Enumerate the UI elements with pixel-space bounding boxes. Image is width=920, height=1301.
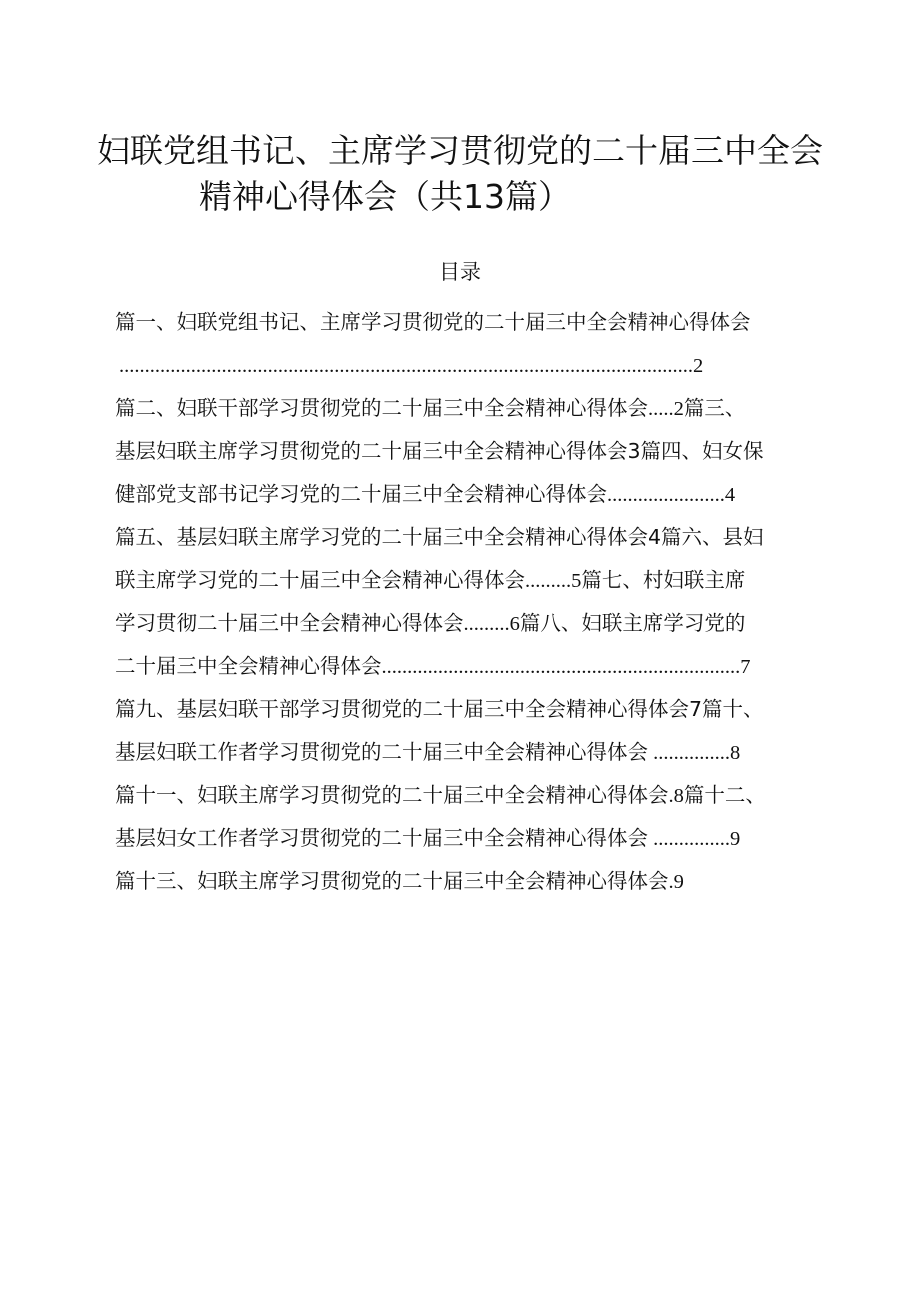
toc-line[interactable] (115, 473, 835, 516)
toc-line-text: 篇九、基层妇联干部学习贯彻党的二十届三中全会精神心得体会7篇十、 (115, 697, 764, 721)
toc-line[interactable] (115, 344, 835, 387)
toc-page-number: 4 (724, 484, 736, 506)
toc-line-text: 二十届三中全会精神心得体会 (115, 654, 382, 678)
toc-leader-dots: ..... (648, 398, 674, 420)
toc-page-number: 8篇十二、 (673, 785, 766, 807)
toc-line[interactable] (115, 516, 835, 559)
toc-page-number: 7 (740, 656, 751, 678)
toc-line-text: 篇二、妇联干部学习贯彻党的二十届三中全会精神心得体会 (115, 396, 648, 420)
toc-leader-dots: ......... (525, 570, 572, 592)
toc-leader-dots: ................................................................................................................ (119, 355, 693, 377)
toc-line[interactable] (115, 387, 835, 430)
toc-page-number: 9 (730, 828, 741, 850)
toc-line-text: 篇五、基层妇联主席学习党的二十届三中全会精神心得体会4篇六、县妇 (115, 525, 764, 549)
toc-line-text: 基层妇联工作者学习贯彻党的二十届三中全会精神心得体会 (115, 740, 648, 764)
toc-line[interactable] (115, 301, 835, 344)
toc-leader-dots: . (668, 871, 674, 893)
toc-leader-dots: ...................................................................... (381, 656, 741, 678)
toc-leader-dots: ............... (648, 742, 730, 764)
toc-line[interactable] (115, 430, 835, 473)
toc-line[interactable] (115, 645, 835, 688)
toc-line-text: 基层妇联主席学习贯彻党的二十届三中全会精神心得体会3篇四、妇女保 (115, 439, 764, 463)
toc-leader-dots: ............... (648, 828, 730, 850)
toc-line[interactable] (115, 817, 835, 860)
toc-line[interactable] (115, 688, 835, 731)
toc-page-number: 9 (673, 871, 684, 893)
title-line-2: 精神心得体会（共13篇） (199, 177, 571, 216)
document-title (0, 128, 920, 220)
toc-line-text: 学习贯彻二十届三中全会精神心得体会 (115, 611, 464, 635)
toc-page-number: 2篇三、 (673, 398, 746, 420)
toc-heading: 目录 (439, 260, 481, 284)
table-of-contents (115, 301, 835, 903)
toc-page-number: 8 (730, 742, 741, 764)
toc-leader-dots: ......... (463, 613, 510, 635)
title-line-1: 妇联党组书记、主席学习贯彻党的二十届三中全会 (97, 131, 823, 170)
toc-line-text: 联主席学习党的二十届三中全会精神心得体会 (115, 568, 525, 592)
toc-line[interactable] (115, 602, 835, 645)
toc-line[interactable] (115, 731, 835, 774)
toc-page-number: 6篇八、妇联主席学习党的 (509, 613, 746, 635)
toc-line-text: 基层妇女工作者学习贯彻党的二十届三中全会精神心得体会 (115, 826, 648, 850)
toc-line-text: 篇十三、妇联主席学习贯彻党的二十届三中全会精神心得体会 (115, 869, 669, 893)
toc-line-text: 健部党支部书记学习党的二十届三中全会精神心得体会 (115, 482, 607, 506)
toc-line[interactable] (115, 774, 835, 817)
toc-page-number: 5篇七、村妇联主席 (571, 570, 746, 592)
toc-leader-dots: ....................... (607, 484, 725, 506)
toc-line[interactable] (115, 860, 835, 903)
toc-line-text: 篇一、妇联党组书记、主席学习贯彻党的二十届三中全会精神心得体会 (115, 310, 751, 334)
toc-page-number: 2 (693, 355, 704, 377)
toc-line-text: 篇十一、妇联主席学习贯彻党的二十届三中全会精神心得体会 (115, 783, 669, 807)
toc-line[interactable] (115, 559, 835, 602)
toc-leader-dots: . (668, 785, 674, 807)
